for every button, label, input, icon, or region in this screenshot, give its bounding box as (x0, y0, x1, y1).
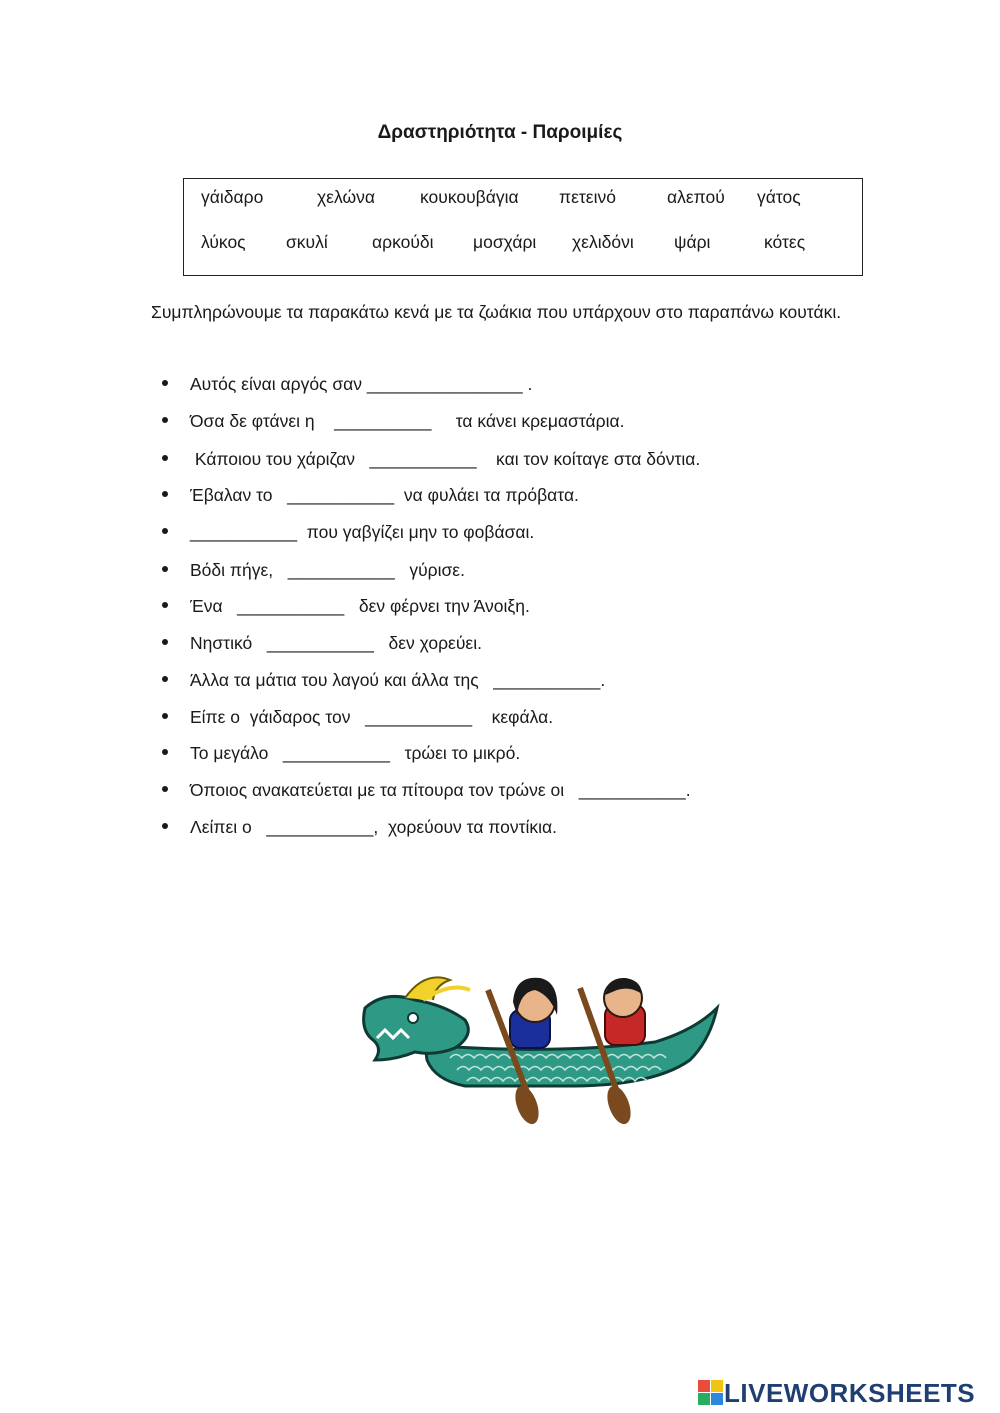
proverb-item (162, 447, 700, 471)
proverb-item (162, 520, 534, 544)
word-bank-item: σκυλί (286, 232, 328, 252)
proverb-item (162, 668, 605, 692)
proverb-text: Βόδι πήγε, ___________ γύρισε. (190, 560, 465, 580)
bullet-icon (162, 749, 168, 755)
proverb-item (162, 631, 482, 655)
word-bank-item: ψάρι (674, 232, 711, 252)
bullet-icon (162, 676, 168, 682)
bullet-icon (162, 602, 168, 608)
word-bank-box (183, 178, 863, 276)
proverb-text: Άλλα τα μάτια του λαγού και άλλα της ___________. (190, 670, 606, 690)
bullet-icon (162, 380, 168, 386)
word-bank-item: γάτος (757, 187, 801, 207)
instruction-text: Συμπληρώνουμε τα παρακάτω κενά με τα ζωάκια που υπάρχουν στο παραπάνω κουτάκι. (151, 302, 842, 322)
proverb-text: Λείπει ο ___________, χορεύουν τα ποντίκια. (190, 817, 558, 837)
proverb-text: Είπε ο γάιδαρος τον ___________ κεφάλα. (190, 707, 554, 727)
word-bank-item: χελιδόνι (572, 232, 634, 252)
proverb-text: Το μεγάλο ___________ τρώει το μικρό. (190, 743, 521, 763)
proverb-text: Νηστικό ___________ δεν χορεύει. (190, 633, 482, 653)
proverb-text: Όποιος ανακατεύεται με τα πίτουρα τον τρώνε οι ___________. (190, 780, 691, 800)
page-title: Δραστηριότητα - Παροιμίες (377, 122, 623, 143)
bullet-icon (162, 786, 168, 792)
proverb-text: Αυτός είναι αργός σαν ________________ . (190, 374, 533, 394)
liveworksheets-logo-icon (698, 1380, 724, 1406)
word-bank-item: μοσχάρι (473, 232, 537, 252)
proverb-item (162, 372, 532, 396)
proverb-item (162, 409, 624, 433)
bullet-icon (162, 566, 168, 572)
proverb-item (162, 778, 691, 802)
word-bank-item: αλεπού (667, 187, 725, 207)
proverb-text: Όσα δε φτάνει η __________ τα κάνει κρεμαστάρια. (190, 411, 625, 431)
word-bank-item: χελώνα (317, 187, 376, 207)
bullet-icon (162, 713, 168, 719)
bullet-icon (162, 455, 168, 461)
dragon-boat-icon (355, 960, 725, 1130)
dragon-boat-illustration (355, 960, 725, 1135)
proverb-text: ___________ που γαβγίζει μην το φοβάσαι. (190, 522, 535, 542)
word-bank-item: κότες (764, 232, 806, 252)
bullet-icon (162, 528, 168, 534)
bullet-icon (162, 417, 168, 423)
proverb-item (162, 558, 465, 582)
word-bank-item: λύκος (201, 232, 246, 252)
watermark-text: LIVEWORKSHEETS (724, 1377, 976, 1408)
liveworksheets-watermark (698, 1376, 975, 1410)
proverb-item (162, 815, 557, 839)
proverb-item (162, 741, 520, 765)
proverb-text: Ένα ___________ δεν φέρνει την Άνοιξη. (190, 596, 530, 616)
proverb-text: Κάποιου του χάριζαν ___________ και τον κοίταγε στα δόντια. (190, 449, 701, 469)
proverb-item (162, 705, 553, 729)
proverb-item (162, 594, 530, 618)
bullet-icon (162, 639, 168, 645)
word-bank-item: κουκουβάγια (420, 187, 519, 207)
word-bank-item: αρκούδι (372, 232, 434, 252)
word-bank-item: πετεινό (559, 187, 616, 207)
word-bank-item: γάιδαρο (201, 187, 264, 207)
bullet-icon (162, 491, 168, 497)
proverb-item (162, 483, 579, 507)
proverb-text: Έβαλαν το ___________ να φυλάει τα πρόβατα. (190, 485, 579, 505)
bullet-icon (162, 823, 168, 829)
